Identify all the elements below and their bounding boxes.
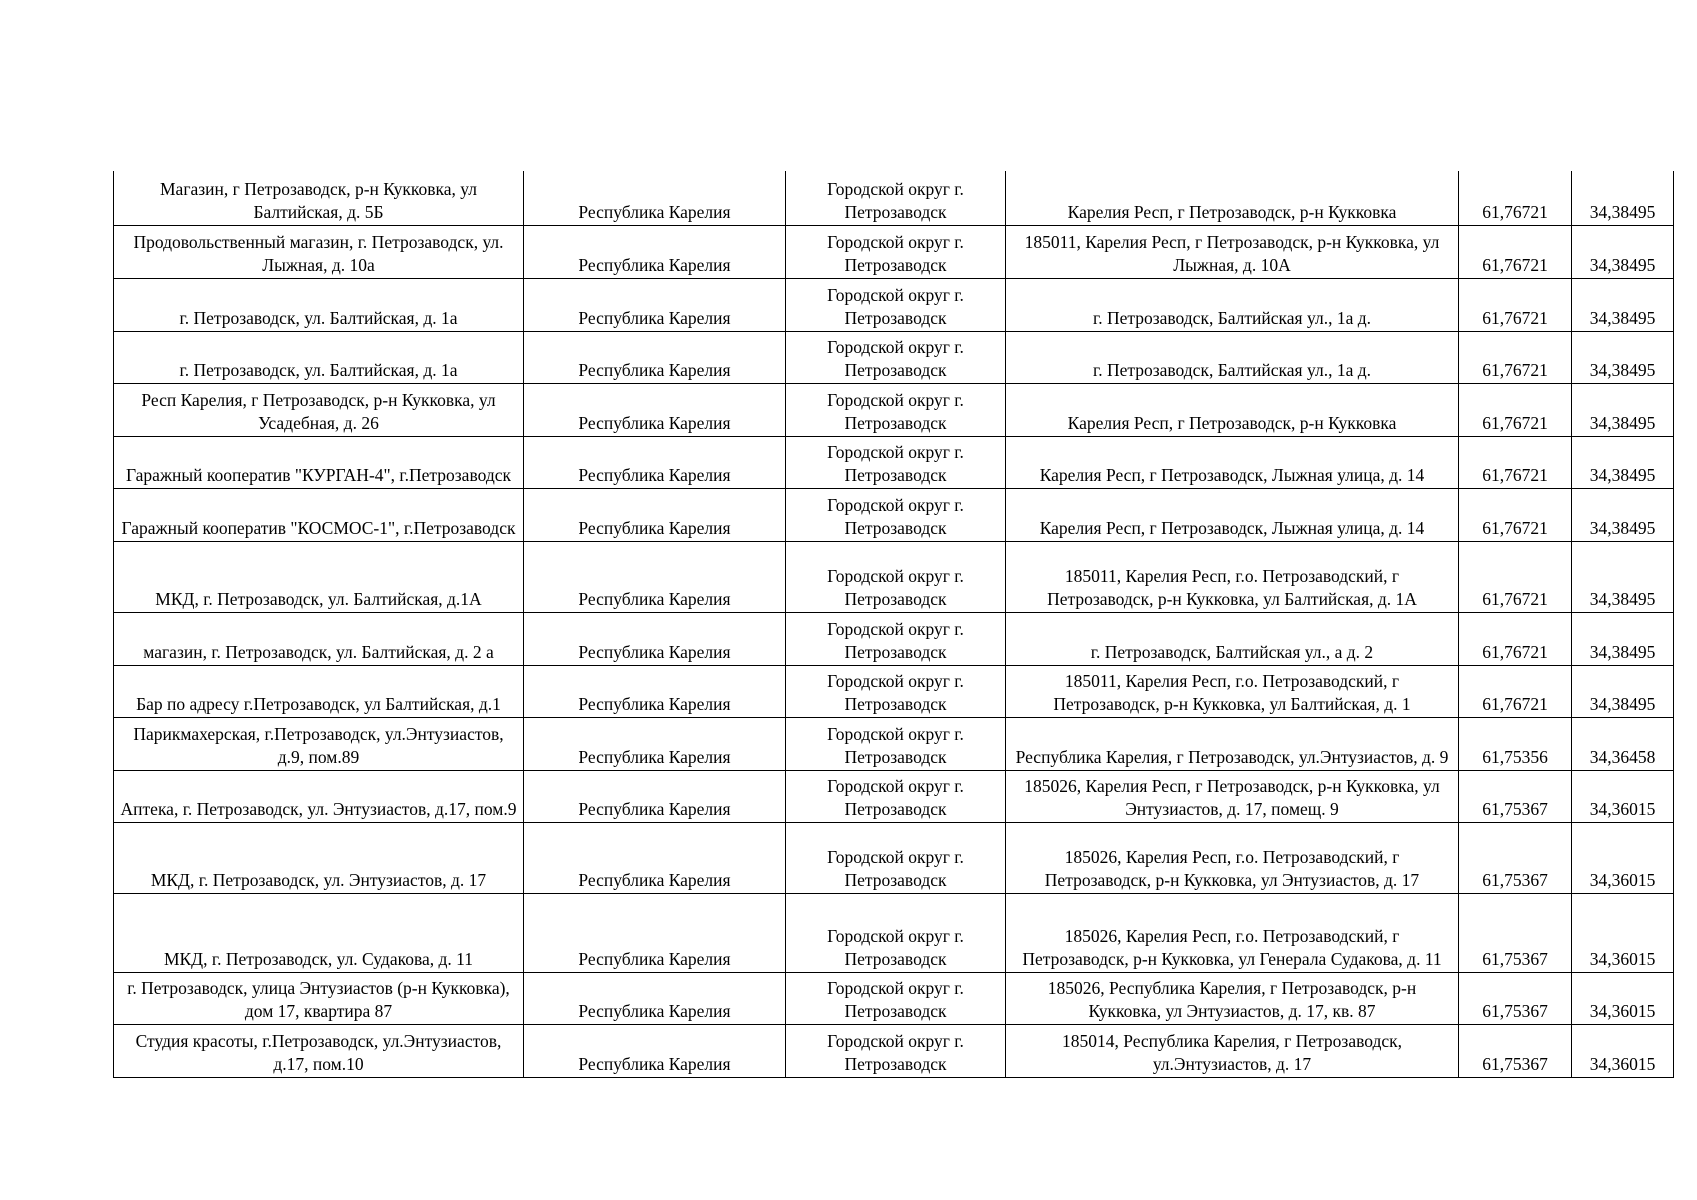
cell-latitude: 61,76721 — [1459, 225, 1572, 278]
table-row — [114, 972, 1674, 1024]
cell-object-name: МКД, г. Петрозаводск, ул. Судакова, д. 11 — [114, 893, 524, 972]
table-row — [114, 331, 1674, 383]
cell-region: Республика Карелия — [524, 770, 786, 822]
cell-longitude: 34,36015 — [1572, 770, 1674, 822]
cell-address: 185026, Карелия Респ, г.о. Петрозаводский, г Петрозаводск, р-н Кукковка, ул Энтузиастов, д. 17 — [1006, 822, 1459, 893]
cell-longitude: 34,38495 — [1572, 436, 1674, 488]
cell-district: Городской округ г. Петрозаводск — [786, 436, 1006, 488]
cell-region: Республика Карелия — [524, 893, 786, 972]
cell-longitude: 34,36015 — [1572, 822, 1674, 893]
cell-longitude: 34,38495 — [1572, 171, 1674, 225]
cell-object-name: Гаражный кооператив "КОСМОС-1", г.Петрозаводск — [114, 488, 524, 541]
cell-address: г. Петрозаводск, Балтийская ул., а д. 2 — [1006, 612, 1459, 665]
cell-region: Республика Карелия — [524, 822, 786, 893]
cell-latitude: 61,75367 — [1459, 822, 1572, 893]
cell-region: Республика Карелия — [524, 436, 786, 488]
cell-district: Городской округ г. Петрозаводск — [786, 488, 1006, 541]
cell-district: Городской округ г. Петрозаводск — [786, 171, 1006, 225]
cell-region: Республика Карелия — [524, 383, 786, 436]
cell-address: Карелия Респ, г Петрозаводск, р-н Кукковка — [1006, 171, 1459, 225]
table-row — [114, 717, 1674, 770]
cell-region: Республика Карелия — [524, 331, 786, 383]
table-row — [114, 383, 1674, 436]
cell-latitude: 61,76721 — [1459, 541, 1572, 612]
cell-latitude: 61,76721 — [1459, 331, 1572, 383]
cell-address: 185011, Карелия Респ, г Петрозаводск, р-н Кукковка, ул Лыжная, д. 10А — [1006, 225, 1459, 278]
cell-object-name: г. Петрозаводск, ул. Балтийская, д. 1а — [114, 278, 524, 331]
table-row — [114, 436, 1674, 488]
table-row — [114, 225, 1674, 278]
cell-object-name: Магазин, г Петрозаводск, р-н Кукковка, ул Балтийская, д. 5Б — [114, 171, 524, 225]
cell-address: Карелия Респ, г Петрозаводск, Лыжная улица, д. 14 — [1006, 488, 1459, 541]
cell-latitude: 61,76721 — [1459, 665, 1572, 717]
cell-longitude: 34,36015 — [1572, 893, 1674, 972]
cell-longitude: 34,38495 — [1572, 612, 1674, 665]
cell-address: 185026, Карелия Респ, г Петрозаводск, р-н Кукковка, ул Энтузиастов, д. 17, помещ. 9 — [1006, 770, 1459, 822]
cell-district: Городской округ г. Петрозаводск — [786, 665, 1006, 717]
cell-region: Республика Карелия — [524, 171, 786, 225]
cell-latitude: 61,76721 — [1459, 612, 1572, 665]
cell-address: 185014, Республика Карелия, г Петрозаводск, ул.Энтузиастов, д. 17 — [1006, 1024, 1459, 1077]
cell-object-name: магазин, г. Петрозаводск, ул. Балтийская, д. 2 а — [114, 612, 524, 665]
cell-address: 185026, Республика Карелия, г Петрозаводск, р-н Кукковка, ул Энтузиастов, д. 17, кв. 87 — [1006, 972, 1459, 1024]
cell-latitude: 61,76721 — [1459, 488, 1572, 541]
cell-longitude: 34,36015 — [1572, 1024, 1674, 1077]
records-table — [113, 171, 1674, 1078]
cell-address: Карелия Респ, г Петрозаводск, р-н Кукковка — [1006, 383, 1459, 436]
table-row — [114, 612, 1674, 665]
cell-latitude: 61,76721 — [1459, 436, 1572, 488]
cell-district: Городской округ г. Петрозаводск — [786, 278, 1006, 331]
table-row — [114, 171, 1674, 225]
cell-district: Городской округ г. Петрозаводск — [786, 331, 1006, 383]
cell-longitude: 34,38495 — [1572, 383, 1674, 436]
cell-longitude: 34,38495 — [1572, 278, 1674, 331]
cell-region: Республика Карелия — [524, 972, 786, 1024]
table-row — [114, 1024, 1674, 1077]
cell-longitude: 34,38495 — [1572, 488, 1674, 541]
cell-region: Республика Карелия — [524, 1024, 786, 1077]
table-row — [114, 893, 1674, 972]
table-row — [114, 541, 1674, 612]
cell-region: Республика Карелия — [524, 278, 786, 331]
cell-address: 185011, Карелия Респ, г.о. Петрозаводский, г Петрозаводск, р-н Кукковка, ул Балтийская, д. 1 — [1006, 665, 1459, 717]
cell-address: Республика Карелия, г Петрозаводск, ул.Энтузиастов, д. 9 — [1006, 717, 1459, 770]
table-row — [114, 822, 1674, 893]
cell-district: Городской округ г. Петрозаводск — [786, 972, 1006, 1024]
cell-region: Республика Карелия — [524, 541, 786, 612]
cell-object-name: Гаражный кооператив "КУРГАН-4", г.Петрозаводск — [114, 436, 524, 488]
cell-latitude: 61,75367 — [1459, 770, 1572, 822]
cell-latitude: 61,75367 — [1459, 893, 1572, 972]
table-row — [114, 665, 1674, 717]
cell-latitude: 61,76721 — [1459, 383, 1572, 436]
cell-object-name: Студия красоты, г.Петрозаводск, ул.Энтузиастов, д.17, пом.10 — [114, 1024, 524, 1077]
cell-longitude: 34,36015 — [1572, 972, 1674, 1024]
cell-latitude: 61,75367 — [1459, 972, 1572, 1024]
cell-district: Городской округ г. Петрозаводск — [786, 225, 1006, 278]
table-row — [114, 488, 1674, 541]
cell-district: Городской округ г. Петрозаводск — [786, 893, 1006, 972]
cell-latitude: 61,76721 — [1459, 171, 1572, 225]
cell-object-name: Респ Карелия, г Петрозаводск, р-н Кукковка, ул Усадебная, д. 26 — [114, 383, 524, 436]
cell-object-name: Продовольственный магазин, г. Петрозаводск, ул. Лыжная, д. 10а — [114, 225, 524, 278]
cell-district: Городской округ г. Петрозаводск — [786, 717, 1006, 770]
cell-longitude: 34,36458 — [1572, 717, 1674, 770]
cell-region: Республика Карелия — [524, 488, 786, 541]
cell-address: 185026, Карелия Респ, г.о. Петрозаводский, г Петрозаводск, р-н Кукковка, ул Генерала Судакова, д. 11 — [1006, 893, 1459, 972]
cell-object-name: Парикмахерская, г.Петрозаводск, ул.Энтузиастов, д.9, пом.89 — [114, 717, 524, 770]
cell-latitude: 61,75356 — [1459, 717, 1572, 770]
records-body — [114, 171, 1674, 1077]
cell-region: Республика Карелия — [524, 225, 786, 278]
cell-object-name: г. Петрозаводск, ул. Балтийская, д. 1а — [114, 331, 524, 383]
cell-object-name: Аптека, г. Петрозаводск, ул. Энтузиастов, д.17, пом.9 — [114, 770, 524, 822]
cell-address: г. Петрозаводск, Балтийская ул., 1а д. — [1006, 278, 1459, 331]
table-row — [114, 770, 1674, 822]
cell-object-name: МКД, г. Петрозаводск, ул. Балтийская, д.1А — [114, 541, 524, 612]
cell-latitude: 61,75367 — [1459, 1024, 1572, 1077]
cell-address: 185011, Карелия Респ, г.о. Петрозаводский, г Петрозаводск, р-н Кукковка, ул Балтийская, д. 1А — [1006, 541, 1459, 612]
cell-object-name: МКД, г. Петрозаводск, ул. Энтузиастов, д. 17 — [114, 822, 524, 893]
cell-object-name: г. Петрозаводск, улица Энтузиастов (р-н Кукковка), дом 17, квартира 87 — [114, 972, 524, 1024]
cell-longitude: 34,38495 — [1572, 331, 1674, 383]
cell-longitude: 34,38495 — [1572, 541, 1674, 612]
cell-district: Городской округ г. Петрозаводск — [786, 541, 1006, 612]
cell-longitude: 34,38495 — [1572, 665, 1674, 717]
cell-region: Республика Карелия — [524, 717, 786, 770]
cell-address: Карелия Респ, г Петрозаводск, Лыжная улица, д. 14 — [1006, 436, 1459, 488]
cell-district: Городской округ г. Петрозаводск — [786, 770, 1006, 822]
cell-region: Республика Карелия — [524, 612, 786, 665]
table-row — [114, 278, 1674, 331]
cell-latitude: 61,76721 — [1459, 278, 1572, 331]
cell-address: г. Петрозаводск, Балтийская ул., 1а д. — [1006, 331, 1459, 383]
cell-district: Городской округ г. Петрозаводск — [786, 1024, 1006, 1077]
cell-longitude: 34,38495 — [1572, 225, 1674, 278]
cell-object-name: Бар по адресу г.Петрозаводск, ул Балтийская, д.1 — [114, 665, 524, 717]
cell-district: Городской округ г. Петрозаводск — [786, 383, 1006, 436]
cell-region: Республика Карелия — [524, 665, 786, 717]
cell-district: Городской округ г. Петрозаводск — [786, 822, 1006, 893]
cell-district: Городской округ г. Петрозаводск — [786, 612, 1006, 665]
